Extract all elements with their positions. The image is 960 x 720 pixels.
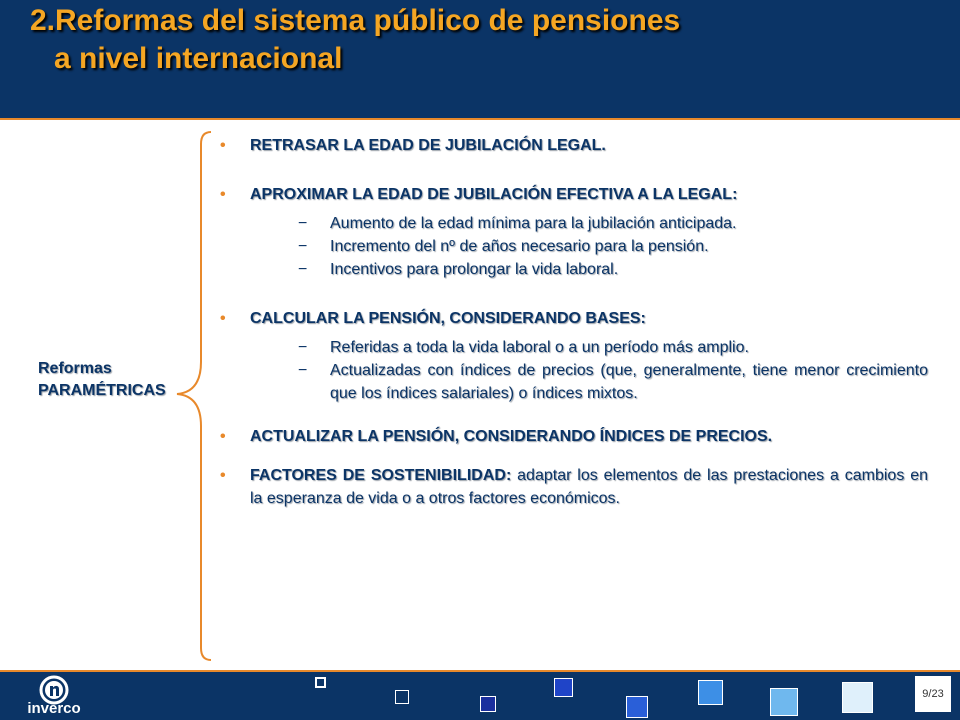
sub-list-item (250, 258, 928, 281)
list-item (218, 464, 928, 510)
list-item (218, 183, 928, 281)
sub-list-item-text: Actualizadas con índices de precios (que, generalmente, tiene menor crecimiento que los índices salariales) o índices mixtos. (330, 362, 928, 402)
slide-title-line2: a nivel internacional (54, 42, 343, 75)
curly-brace-icon (175, 130, 215, 664)
list-item-heading: RETRASAR LA EDAD DE JUBILACIÓN LEGAL. (250, 137, 606, 154)
side-label-line1: Reformas (38, 360, 112, 377)
list-item (218, 425, 928, 448)
footer-bar (0, 670, 960, 720)
slide-title-line1: 2.Reformas del sistema público de pensiones (30, 4, 681, 37)
sub-list-item-text: Aumento de la edad mínima para la jubilación anticipada. (330, 215, 737, 232)
sub-list-item (250, 336, 928, 359)
sub-list-item (250, 359, 928, 405)
bullet-icon: • (220, 137, 226, 154)
dash-icon: − (298, 339, 308, 356)
decor-square-1 (315, 677, 326, 688)
bullet-icon: • (220, 428, 226, 445)
decor-square-4 (554, 678, 573, 697)
side-label-line2: PARAMÉTRICAS (38, 382, 166, 399)
header-bar (0, 0, 960, 118)
header-divider (0, 118, 960, 120)
side-label (38, 358, 166, 402)
list-item-heading: FACTORES DE SOSTENIBILIDAD: (250, 467, 512, 484)
dash-icon: − (298, 238, 308, 255)
dash-icon: − (298, 362, 308, 379)
sub-list-item (250, 212, 928, 235)
sub-list-item-text: Referidas a toda la vida laboral o a un período más amplio. (330, 339, 749, 356)
dash-icon: − (298, 215, 308, 232)
sub-list-item-text: Incentivos para prolongar la vida laboral. (330, 261, 619, 278)
bullet-icon: • (220, 186, 226, 203)
list-item-heading: CALCULAR LA PENSIÓN, CONSIDERANDO BASES: (250, 310, 646, 327)
list-item-heading: APROXIMAR LA EDAD DE JUBILACIÓN EFECTIVA A LA LEGAL: (250, 186, 738, 203)
logo-text: inverco (27, 700, 81, 717)
list-item (218, 134, 928, 157)
sub-list-item-text: Incremento del nº de años necesario para la pensión. (330, 238, 709, 255)
dash-icon: − (298, 261, 308, 278)
decor-square-8 (842, 682, 873, 713)
bullet-icon: • (220, 310, 226, 327)
decor-square-5 (626, 696, 648, 718)
sub-list (250, 212, 928, 281)
decor-square-2 (395, 690, 409, 704)
sub-list-item (250, 235, 928, 258)
decor-square-7 (770, 688, 798, 716)
list-item-text: adaptar los elementos de las prestaciones a cambios en la esperanza de vida o a otros factores económicos. (250, 467, 928, 507)
list-item-heading: ACTUALIZAR LA PENSIÓN, CONSIDERANDO ÍNDICES DE PRECIOS. (250, 428, 773, 445)
list-item (218, 307, 928, 405)
page-number: 9/23 (915, 676, 951, 712)
bullet-list (218, 134, 928, 510)
bullet-icon: • (220, 467, 226, 484)
decor-square-3 (480, 696, 496, 712)
sub-list (250, 336, 928, 405)
slide-title (30, 2, 680, 78)
decor-square-6 (698, 680, 723, 705)
